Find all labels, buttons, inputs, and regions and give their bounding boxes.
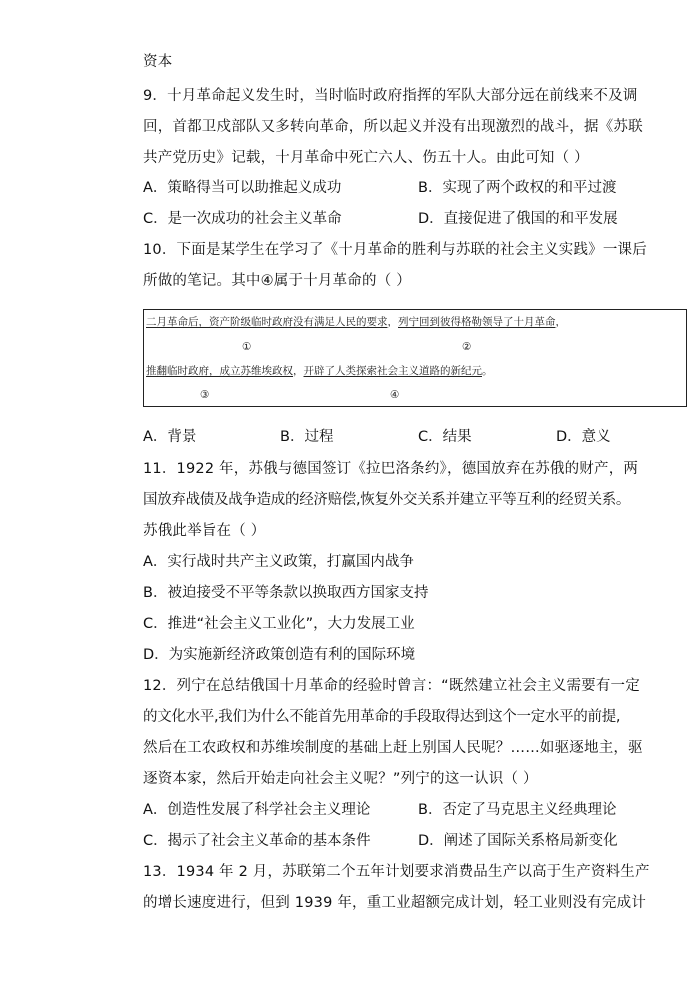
q9-line-1: 9．十月革命起义发生时，当时临时政府指挥的军队大部分远在前线来不及调 (143, 88, 638, 104)
notes-line-1: 二月革命后，资产阶级临时政府没有满足人民的要求，列宁回到彼得格勒领导了十月革命， (146, 316, 566, 328)
q13-line-1: 13．1934 年 2 月，苏联第二个五年计划要求消费品生产以高于生产资料生产 (143, 864, 650, 880)
q11-option-b: B．被迫接受不平等条款以换取西方国家支持 (143, 585, 429, 601)
q13-line-2: 的增长速度进行，但到 1939 年，重工业超额完成计划，轻工业则没有完成计 (143, 895, 647, 911)
q9-option-b: B．实现了两个政权的和平过渡 (418, 180, 617, 196)
q10-line-1: 10．下面是某学生在学习了《十月革命的胜利与苏联的社会主义实践》一课后 (143, 242, 647, 258)
q10-line-2: 所做的笔记。其中④属于十月革命的（ ） (143, 273, 411, 289)
q12-option-c: C．揭示了社会主义革命的基本条件 (143, 833, 371, 849)
notes-segment-3: 推翻临时政府，成立苏维埃政权 (146, 365, 293, 377)
lead-text: 资本 (143, 54, 173, 70)
q12-line-4: 逐资本家，然后开始走向社会主义呢？”列宁的这一认识（ ） (143, 771, 538, 787)
q11-line-1: 11．1922 年，苏俄与德国签订《拉巴洛条约》，德国放弃在苏俄的财产，两 (143, 461, 639, 477)
notes-line-2: 推翻临时政府，成立苏维埃政权，开辟了人类探索社会主义道路的新纪元。 (146, 365, 493, 377)
q10-option-a: A．背景 (143, 429, 197, 445)
notes-segment-1: 二月革命后，资产阶级临时政府没有满足人民的要求 (146, 316, 388, 328)
q12-line-3: 然后在工农政权和苏维埃制度的基础上赶上别国人民呢？……如驱逐地主，驱 (143, 740, 643, 756)
q12-option-d: D．阐述了国际关系格局新变化 (418, 833, 618, 849)
notes-mark-1: ① (242, 341, 252, 353)
q9-line-3: 共产党历史》记载，十月革命中死亡六人、伤五十人。由此可知（ ） (143, 150, 589, 166)
q12-option-a: A．创造性发展了科学社会主义理论 (143, 802, 371, 818)
q9-option-d: D．直接促进了俄国的和平发展 (418, 211, 618, 227)
notes-segment-4: 开辟了人类探索社会主义道路的新纪元 (303, 365, 482, 377)
q12-option-b: B．否定了马克思主义经典理论 (418, 802, 617, 818)
notes-segment-2: 列宁回到彼得格勒领导了十月革命 (398, 316, 556, 328)
q10-option-d: D．意义 (556, 429, 611, 445)
q11-option-a: A．实行战时共产主义政策，打赢国内战争 (143, 554, 414, 570)
notes-mark-4: ④ (390, 389, 400, 401)
q10-option-b: B．过程 (280, 429, 334, 445)
notes-mark-2: ② (462, 341, 472, 353)
q12-line-1: 12．列宁在总结俄国十月革命的经验时曾言：“既然建立社会主义需要有一定 (143, 678, 640, 694)
q12-line-2: 的文化水平,我们为什么不能首先用革命的手段取得达到这个一定水平的前提, (143, 709, 621, 725)
q11-option-c: C．推进“社会主义工业化”，大力发展工业 (143, 616, 415, 632)
q11-line-3: 苏俄此举旨在（ ） (143, 523, 266, 539)
q9-option-a: A．策略得当可以助推起义成功 (143, 180, 342, 196)
q9-option-c: C．是一次成功的社会主义革命 (143, 211, 342, 227)
notes-mark-3: ③ (200, 389, 210, 401)
notes-box (143, 309, 687, 407)
q9-line-2: 回，首都卫戍部队又多转向革命，所以起义并没有出现激烈的战斗，据《苏联 (143, 119, 643, 135)
q11-line-2: 国放弃战债及战争造成的经济赔偿,恢复外交关系并建立平等互利的经贸关系。 (143, 492, 631, 508)
q10-option-c: C．结果 (418, 429, 472, 445)
q11-option-d: D．为实施新经济政策创造有利的国际环境 (143, 647, 416, 663)
